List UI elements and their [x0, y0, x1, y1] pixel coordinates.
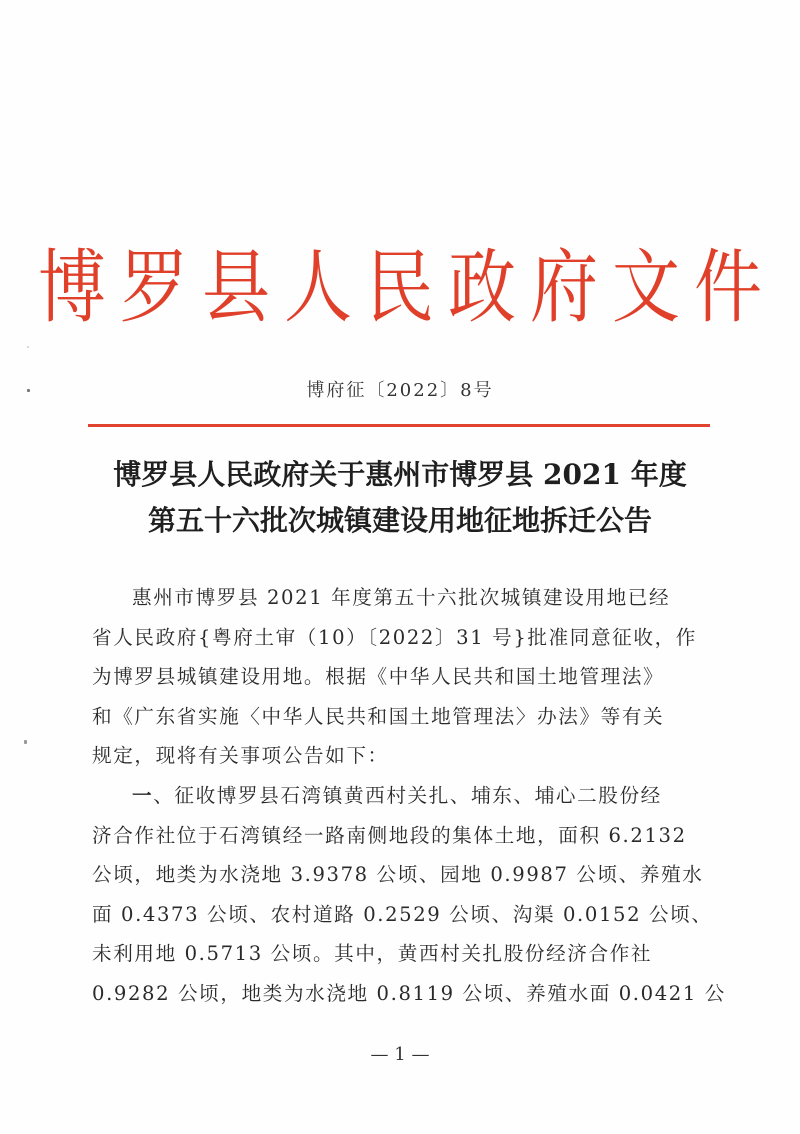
- document-body: [92, 578, 726, 1014]
- section-marker: 一: [132, 783, 154, 807]
- page-number: — 1 —: [370, 1044, 430, 1065]
- title-line-1: 博罗县人民政府关于惠州市博罗县 2021 年度: [113, 458, 687, 491]
- document-title: [0, 452, 800, 544]
- body-line: 省人民政府{粤府土审（10）〔2022〕31 号}批准同意征收，作: [92, 625, 697, 649]
- body-line: 为博罗县城镇建设用地。根据《中华人民共和国土地管理法》: [92, 665, 665, 689]
- body-line: 未利用地 0.5713 公顷。其中，黄西村关扎股份经济合作社: [92, 942, 653, 966]
- document-masthead: 博罗县人民政府文件: [37, 241, 776, 336]
- body-line: 济合作社位于石湾镇经一路南侧地段的集体土地，面积 6.2132: [92, 823, 687, 847]
- red-divider-line: [88, 424, 710, 427]
- scan-artifact: [27, 346, 29, 348]
- body-line: 面 0.4373 公顷、农村道路 0.2529 公顷、沟渠 0.0152 公顷、: [92, 902, 713, 926]
- body-line: 规定，现将有关事项公告如下：: [92, 744, 389, 768]
- document-number: 博府征〔2022〕8号: [306, 380, 494, 401]
- section-1-text: 、征收博罗县石湾镇黄西村关扎、埔东、埔心二股份经: [153, 783, 662, 807]
- body-line: 公顷，地类为水浇地 3.9378 公顷、园地 0.9987 公顷、养殖水: [92, 863, 704, 887]
- body-line: 和《广东省实施〈中华人民共和国土地管理法〉办法》等有关: [92, 704, 665, 728]
- title-line-2: 第五十六批次城镇建设用地征地拆迁公告: [147, 504, 652, 537]
- scan-artifact: [24, 740, 27, 744]
- body-line: 惠州市博罗县 2021 年度第五十六批次城镇建设用地已经: [132, 586, 671, 609]
- section-1-line: [92, 776, 710, 816]
- body-line: 0.9282 公顷，地类为水浇地 0.8119 公顷、养殖水面 0.0421 公: [92, 981, 726, 1005]
